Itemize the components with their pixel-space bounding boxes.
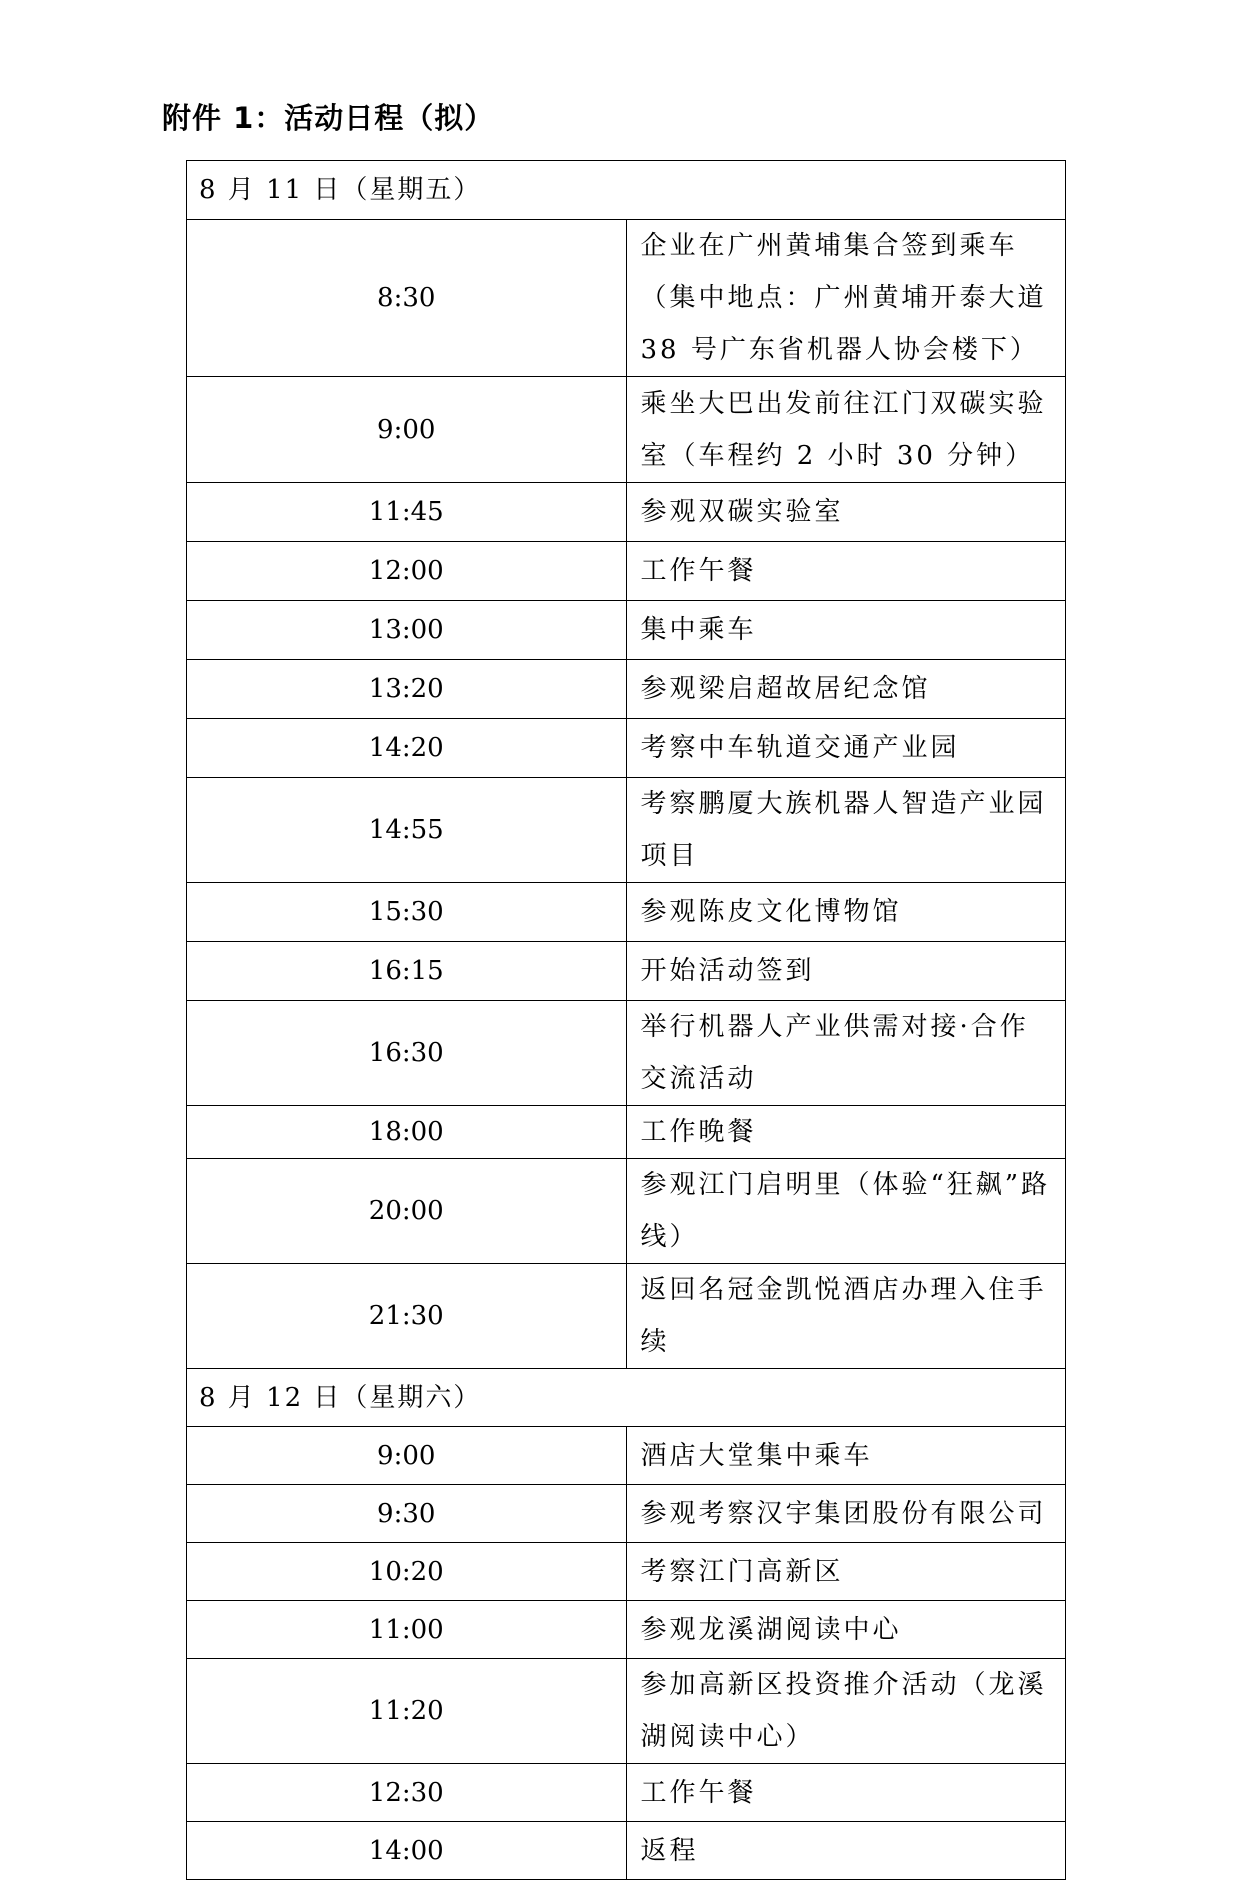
table-row	[187, 1601, 1066, 1659]
activity-cell: 工作午餐	[626, 542, 1066, 601]
table-row	[187, 1543, 1066, 1601]
activity-cell: 考察鹏厦大族机器人智造产业园项目	[626, 778, 1066, 883]
time-cell: 11:45	[187, 483, 627, 542]
table-row	[187, 778, 1066, 883]
time-cell: 12:00	[187, 542, 627, 601]
schedule-table	[186, 160, 1066, 1880]
time-cell: 8:30	[187, 220, 627, 377]
table-row	[187, 1485, 1066, 1543]
time-cell: 16:30	[187, 1001, 627, 1106]
table-row	[187, 1264, 1066, 1369]
table-row	[187, 1001, 1066, 1106]
table-row	[187, 1822, 1066, 1880]
time-cell: 14:00	[187, 1822, 627, 1880]
table-row	[187, 1427, 1066, 1485]
time-cell: 21:30	[187, 1264, 627, 1369]
activity-cell: 参观龙溪湖阅读中心	[626, 1601, 1066, 1659]
table-row	[187, 1159, 1066, 1264]
activity-cell: 参加高新区投资推介活动（龙溪湖阅读中心）	[626, 1659, 1066, 1764]
table-row	[187, 601, 1066, 660]
activity-cell: 企业在广州黄埔集合签到乘车（集中地点：广州黄埔开泰大道 38 号广东省机器人协会楼下）	[626, 220, 1066, 377]
activity-cell: 参观双碳实验室	[626, 483, 1066, 542]
time-cell: 10:20	[187, 1543, 627, 1601]
time-cell: 12:30	[187, 1764, 627, 1822]
time-cell: 15:30	[187, 883, 627, 942]
table-row	[187, 660, 1066, 719]
activity-cell: 集中乘车	[626, 601, 1066, 660]
time-cell: 11:20	[187, 1659, 627, 1764]
table-row	[187, 220, 1066, 377]
time-cell: 11:00	[187, 1601, 627, 1659]
activity-cell: 开始活动签到	[626, 942, 1066, 1001]
time-cell: 14:20	[187, 719, 627, 778]
activity-cell: 参观考察汉宇集团股份有限公司	[626, 1485, 1066, 1543]
activity-cell: 参观江门启明里（体验“狂飙”路线）	[626, 1159, 1066, 1264]
activity-cell: 举行机器人产业供需对接·合作交流活动	[626, 1001, 1066, 1106]
table-row	[187, 1764, 1066, 1822]
page-title: 附件 1：活动日程（拟）	[162, 101, 495, 135]
time-cell: 13:00	[187, 601, 627, 660]
day-heading-row	[187, 161, 1066, 220]
table-row	[187, 542, 1066, 601]
time-cell: 20:00	[187, 1159, 627, 1264]
table-row	[187, 1659, 1066, 1764]
table-row	[187, 483, 1066, 542]
table-row	[187, 883, 1066, 942]
time-cell: 9:30	[187, 1485, 627, 1543]
activity-cell: 参观陈皮文化博物馆	[626, 883, 1066, 942]
activity-cell: 考察江门高新区	[626, 1543, 1066, 1601]
activity-cell: 乘坐大巴出发前往江门双碳实验室（车程约 2 小时 30 分钟）	[626, 377, 1066, 483]
table-row	[187, 942, 1066, 1001]
activity-cell: 考察中车轨道交通产业园	[626, 719, 1066, 778]
day-heading: 8 月 11 日（星期五）	[187, 161, 1066, 220]
time-cell: 18:00	[187, 1106, 627, 1159]
time-cell: 14:55	[187, 778, 627, 883]
activity-cell: 工作午餐	[626, 1764, 1066, 1822]
table-row	[187, 1106, 1066, 1159]
activity-cell: 参观梁启超故居纪念馆	[626, 660, 1066, 719]
table-row	[187, 719, 1066, 778]
time-cell: 13:20	[187, 660, 627, 719]
table-row	[187, 377, 1066, 483]
activity-cell: 酒店大堂集中乘车	[626, 1427, 1066, 1485]
time-cell: 16:15	[187, 942, 627, 1001]
activity-cell: 返回名冠金凯悦酒店办理入住手续	[626, 1264, 1066, 1369]
time-cell: 9:00	[187, 1427, 627, 1485]
day-heading-row	[187, 1369, 1066, 1427]
time-cell: 9:00	[187, 377, 627, 483]
activity-cell: 返程	[626, 1822, 1066, 1880]
activity-cell: 工作晚餐	[626, 1106, 1066, 1159]
day-heading: 8 月 12 日（星期六）	[187, 1369, 1066, 1427]
